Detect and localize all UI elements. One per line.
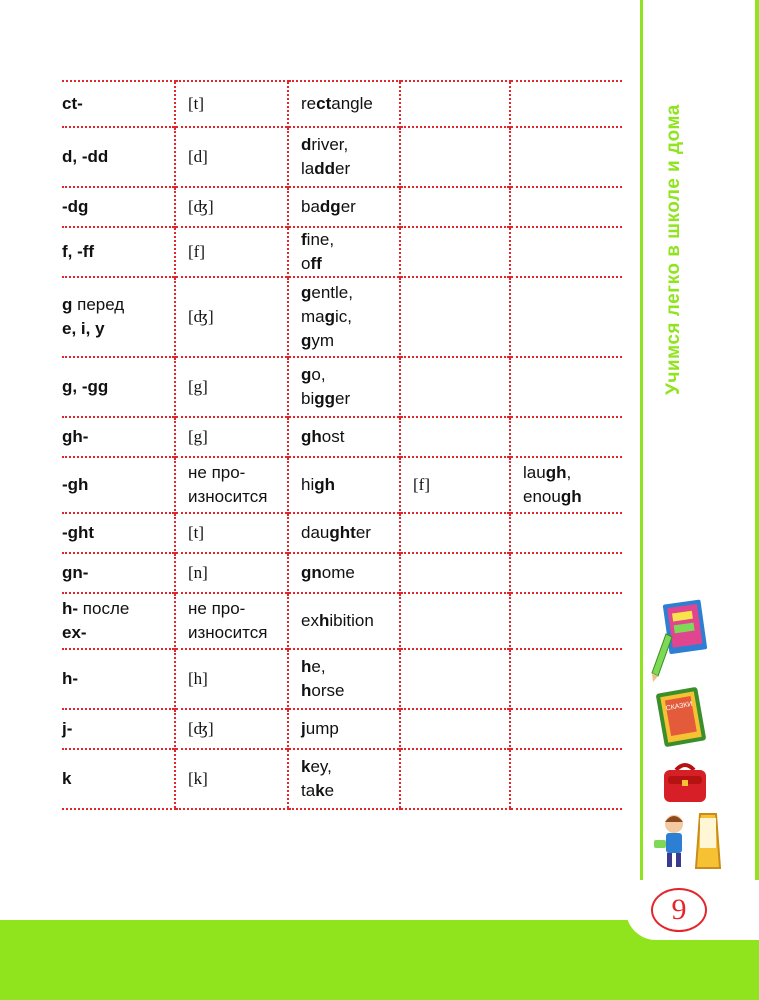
alt-example-words: laugh, enough — [510, 457, 622, 513]
letter-combination: -ght — [62, 513, 175, 553]
alt-sound-transcription: [f] — [400, 457, 510, 513]
alt-example-words — [510, 187, 622, 227]
letter-combination: j- — [62, 709, 175, 749]
letters-sounds-table — [62, 80, 622, 810]
page-number: 9 — [651, 888, 707, 932]
svg-text:СКАЗКИ: СКАЗКИ — [665, 700, 694, 713]
example-words: he, horse — [288, 649, 400, 709]
sound-transcription: [ʤ] — [175, 187, 288, 227]
example-words: high — [288, 457, 400, 513]
letter-combination: h- после ex- — [62, 593, 175, 649]
alt-sound-transcription — [400, 357, 510, 417]
example-words: ghost — [288, 417, 400, 457]
example-words: gentle, magic, gym — [288, 277, 400, 357]
table-row — [62, 277, 622, 357]
table-row — [62, 357, 622, 417]
alt-example-words — [510, 227, 622, 277]
alt-sound-transcription — [400, 81, 510, 127]
table-row — [62, 417, 622, 457]
alt-example-words — [510, 277, 622, 357]
example-words: daughter — [288, 513, 400, 553]
alt-example-words — [510, 649, 622, 709]
table-row — [62, 593, 622, 649]
side-title: Учимся легко в школе и дома — [663, 104, 684, 396]
sound-transcription: [t] — [175, 513, 288, 553]
alt-sound-transcription — [400, 277, 510, 357]
example-words: jump — [288, 709, 400, 749]
sound-transcription: [t] — [175, 81, 288, 127]
alt-example-words — [510, 357, 622, 417]
table-row — [62, 187, 622, 227]
alt-sound-transcription — [400, 593, 510, 649]
example-words: fine, off — [288, 227, 400, 277]
alt-sound-transcription — [400, 227, 510, 277]
alt-example-words — [510, 553, 622, 593]
alt-example-words — [510, 81, 622, 127]
table-row — [62, 457, 622, 513]
alt-sound-transcription — [400, 709, 510, 749]
table-row — [62, 749, 622, 809]
letter-combination: k — [62, 749, 175, 809]
alt-sound-transcription — [400, 187, 510, 227]
letter-combination: g перед e, i, y — [62, 277, 175, 357]
table-row — [62, 709, 622, 749]
example-words: key, take — [288, 749, 400, 809]
example-words: go, bigger — [288, 357, 400, 417]
sound-transcription: [ʤ] — [175, 709, 288, 749]
alt-example-words — [510, 127, 622, 187]
sound-transcription: [d] — [175, 127, 288, 187]
alt-example-words — [510, 417, 622, 457]
alt-sound-transcription — [400, 417, 510, 457]
table-row — [62, 227, 622, 277]
example-words: exhibition — [288, 593, 400, 649]
letter-combination: gh- — [62, 417, 175, 457]
alt-sound-transcription — [400, 127, 510, 187]
letter-combination: ct- — [62, 81, 175, 127]
sound-transcription: не про- износится — [175, 457, 288, 513]
sound-transcription: [k] — [175, 749, 288, 809]
table-row — [62, 513, 622, 553]
child-with-easel-icon — [650, 810, 722, 872]
alt-sound-transcription — [400, 553, 510, 593]
letter-combination: -dg — [62, 187, 175, 227]
sound-transcription: [ʤ] — [175, 277, 288, 357]
fairytale-book-icon — [652, 684, 710, 750]
sound-transcription: [g] — [175, 417, 288, 457]
example-words: gnome — [288, 553, 400, 593]
letter-combination: d, -dd — [62, 127, 175, 187]
sound-transcription: [g] — [175, 357, 288, 417]
schoolbag-icon — [660, 758, 710, 806]
example-words: driver, ladder — [288, 127, 400, 187]
alt-sound-transcription — [400, 513, 510, 553]
table-row — [62, 81, 622, 127]
alt-sound-transcription — [400, 649, 510, 709]
table-row — [62, 127, 622, 187]
example-words: badger — [288, 187, 400, 227]
alt-example-words — [510, 593, 622, 649]
example-words: rectangle — [288, 81, 400, 127]
letter-combination: -gh — [62, 457, 175, 513]
letter-combination: gn- — [62, 553, 175, 593]
letter-combination: h- — [62, 649, 175, 709]
sound-transcription: [n] — [175, 553, 288, 593]
alt-example-words — [510, 709, 622, 749]
letter-combination: g, -gg — [62, 357, 175, 417]
sound-transcription: [f] — [175, 227, 288, 277]
letter-combination: f, -ff — [62, 227, 175, 277]
sound-transcription: [h] — [175, 649, 288, 709]
sound-transcription: не про- износится — [175, 593, 288, 649]
table-row — [62, 553, 622, 593]
pencil-icon — [648, 632, 674, 684]
alt-sound-transcription — [400, 749, 510, 809]
table-row — [62, 649, 622, 709]
alt-example-words — [510, 513, 622, 553]
alt-example-words — [510, 749, 622, 809]
